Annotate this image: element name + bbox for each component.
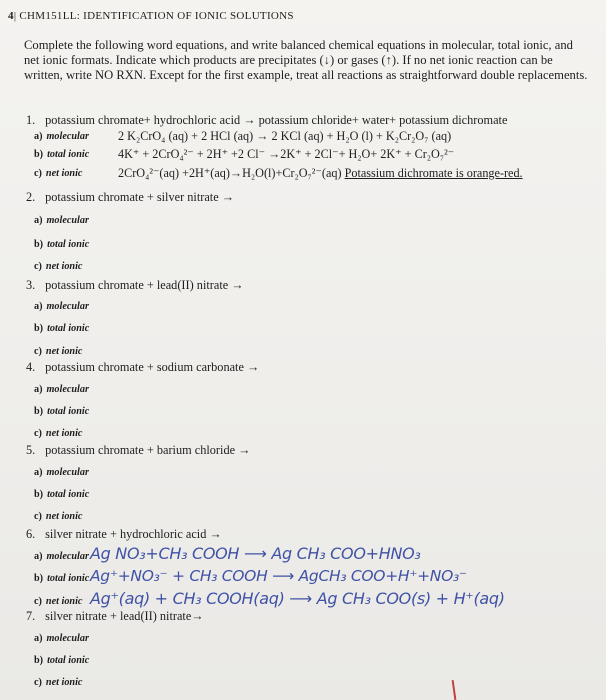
q6-total-ionic-handwritten-answer: Ag⁺+NO₃⁻ + CH₃ COOH ⟶ AgCH₃ COO+H⁺+NO₃⁻ <box>90 567 467 585</box>
question-5-text: potassium chromate + barium chloride → <box>45 443 251 457</box>
q2-total-ionic-label: b) total ionic <box>34 239 90 250</box>
question-7: 7. silver nitrate + lead(II) nitrate→ <box>26 609 204 623</box>
q3-net-ionic-label: c) net ionic <box>34 346 83 357</box>
q6-molecular-label: a) molecular <box>34 551 89 562</box>
question-1-text: potassium chromate+ hydrochloric acid → potassium chloride+ water+ potassium dichromate <box>45 113 508 127</box>
q7-net-ionic-label: c) net ionic <box>34 677 83 688</box>
q3-molecular-label: a) molecular <box>34 301 89 312</box>
dichromate-color-note: Potassium dichromate is orange-red. <box>344 166 523 180</box>
question-3-text: potassium chromate + lead(II) nitrate → <box>45 278 244 292</box>
question-1: 1. potassium chromate+ hydrochloric acid → potassium chloride+ water+ potassium dichromate <box>26 113 508 127</box>
q5-net-ionic-label: c) net ionic <box>34 511 83 522</box>
q1-total-ionic-label: b) total ionic <box>34 149 90 160</box>
page-number: 4 <box>8 10 14 22</box>
question-7-text: silver nitrate + lead(II) nitrate→ <box>45 609 204 623</box>
q6-net-ionic-label: c) net ionic <box>34 596 83 607</box>
q1-net-ionic-equation: 2CrO₄²⁻(aq) +2H⁺(aq)→H₂O(l)+Cr₂O₇²⁻(aq) Potassium dichromate is orange-red. <box>118 166 523 180</box>
q1-molecular-equation: 2 K₂CrO₄ (aq) + 2 HCl (aq) → 2 KCl (aq) + H₂O (l) + K₂Cr₂O₇ (aq) <box>118 129 452 143</box>
q6-net-ionic-handwritten-answer: Ag⁺(aq) + CH₃ COOH(aq) ⟶ Ag CH₃ COO(s) + H⁺(aq) <box>90 589 505 608</box>
red-pen-mark <box>452 680 457 700</box>
q4-molecular-label: a) molecular <box>34 384 89 395</box>
question-4-text: potassium chromate + sodium carbonate → <box>45 360 260 374</box>
q2-net-ionic-label: c) net ionic <box>34 261 83 272</box>
question-2-text: potassium chromate + silver nitrate → <box>45 190 235 204</box>
question-5: 5. potassium chromate + barium chloride → <box>26 443 251 457</box>
q4-total-ionic-label: b) total ionic <box>34 406 90 417</box>
page-header: 4| CHM151LL: IDENTIFICATION OF IONIC SOLUTIONS <box>8 10 294 22</box>
q7-total-ionic-label: b) total ionic <box>34 655 90 666</box>
q6-molecular-handwritten-answer: Ag NO₃+CH₃ COOH ⟶ Ag CH₃ COO+HNO₃ <box>90 544 421 563</box>
question-4: 4. potassium chromate + sodium carbonate → <box>26 360 260 374</box>
q6-total-ionic-label: b) total ionic <box>34 573 90 584</box>
instructions-paragraph: Complete the following word equations, and write balanced chemical equations in molecular, total ionic, and net ionic formats. Indicate which products are precipitates (↓) or gases (↑). If no net ionic reaction can be written, write NO RXN. Except for the first example, treat all reactions as straightforward double replacements. <box>24 38 588 83</box>
q5-molecular-label: a) molecular <box>34 467 89 478</box>
q1-net-ionic-label: c) net ionic <box>34 168 83 179</box>
question-3: 3. potassium chromate + lead(II) nitrate → <box>26 278 244 292</box>
q1-total-ionic-equation: 4K⁺ + 2CrO₄²⁻ + 2H⁺ +2 Cl⁻ →2K⁺ + 2Cl⁻+ H₂O+ 2K⁺ + Cr₂O₇²⁻ <box>118 147 455 161</box>
q2-molecular-label: a) molecular <box>34 215 89 226</box>
worksheet-title: CHM151LL: IDENTIFICATION OF IONIC SOLUTIONS <box>19 10 294 22</box>
q5-total-ionic-label: b) total ionic <box>34 489 90 500</box>
q7-molecular-label: a) molecular <box>34 633 89 644</box>
q3-total-ionic-label: b) total ionic <box>34 323 90 334</box>
question-6-text: silver nitrate + hydrochloric acid → <box>45 527 222 541</box>
question-6: 6. silver nitrate + hydrochloric acid → <box>26 527 222 541</box>
question-2: 2. potassium chromate + silver nitrate → <box>26 190 235 204</box>
q4-net-ionic-label: c) net ionic <box>34 428 83 439</box>
q1-molecular-label: a) molecular <box>34 131 89 142</box>
